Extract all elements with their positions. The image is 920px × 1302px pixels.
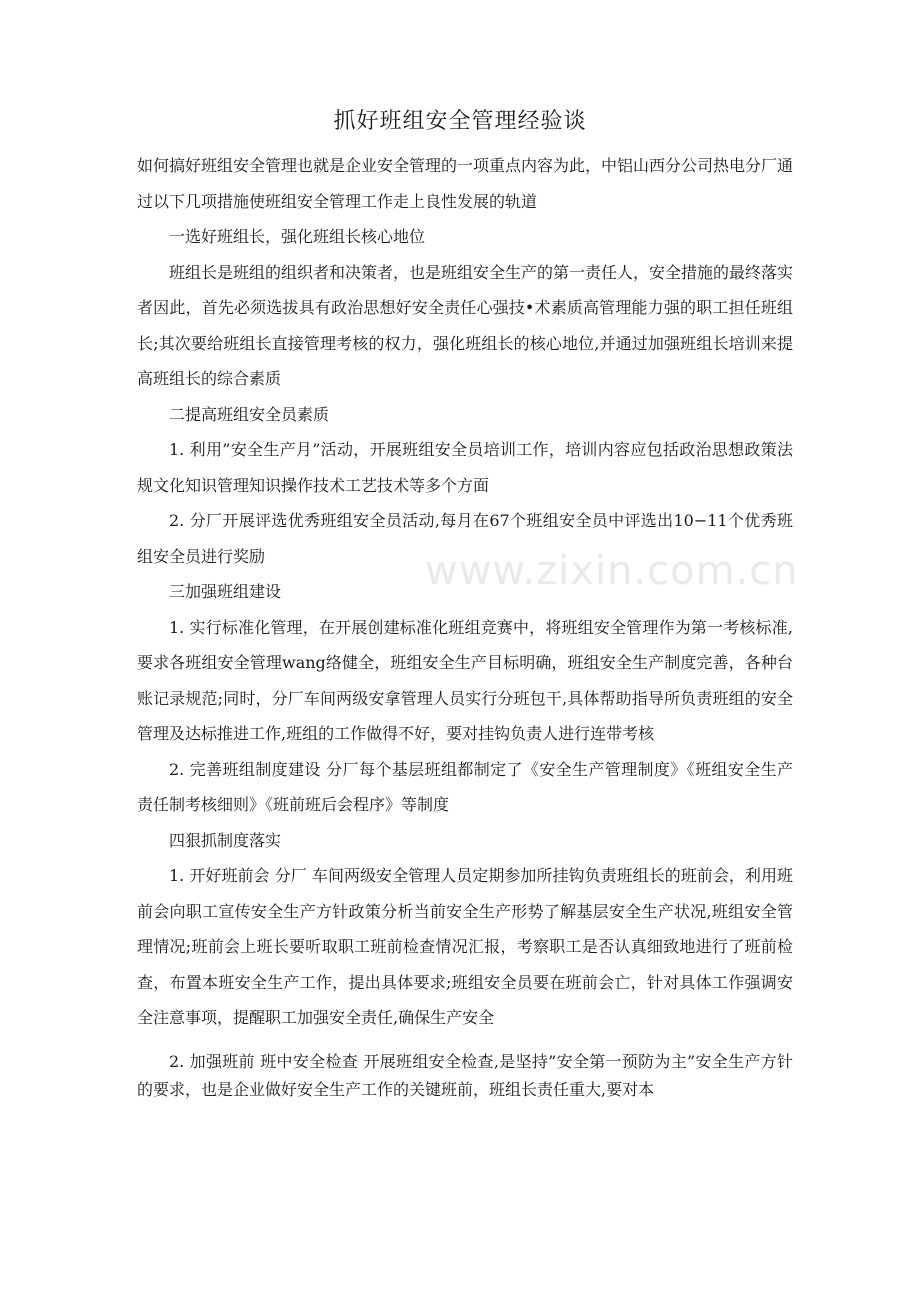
list-item-paragraph: 2. 完善班组制度建设 分厂每个基层班组都制定了《安全生产管理制度》《班组安全生产责任制考核细则》《班前班后会程序》等制度 [137, 759, 793, 814]
document-body [137, 148, 793, 1104]
watermark: www.zixin.com.cn [425, 548, 799, 594]
body-paragraph: 班组长是班组的组织者和决策者，也是班组安全生产的第一责任人，安全措施的最终落实者因此，首先必须选拔具有政治思想好安全责任心强技•术素质高管理能力强的职工担任班组长;其次要给班组长直接管理考核的权力，强化班组长的核心地位,并通过加强班组长培训来提高班组长的综合素质 [137, 262, 794, 388]
list-item-paragraph: 2. 加强班前 班中安全检查 开展班组安全检查,是坚持”安全第一预防为主”安全生产方针的要求，也是企业做好安全生产工作的关键班前，班组长责任重大,要对本 [137, 1051, 793, 1099]
list-item-paragraph: 1. 开好班前会 分厂 车间两级安全管理人员定期参加所挂钩负责班组长的班前会，利用班前会向职工宣传安全生产方针政策分析当前安全生产形势了解基层安全生产状况,班组安全管理情况;班前会上班长要听取职工班前检查情况汇报，考察职工是否认真细致地进行了班前检查，布置本班安全生产工作，提出具体要求;班组安全员要在班前会亡，针对具体工作强调安全注意事项，提醒职工加强安全责任,确保生产安全 [137, 866, 793, 1027]
intro-paragraph: 如何搞好班组安全管理也就是企业安全管理的一项重点内容为此，中铝山西分公司热电分厂通过以下几项措施使班组安全管理工作走上良性发展的轨道 [137, 156, 794, 211]
section-heading-1: 一选好班组长，强化班组长核心地位 [169, 227, 426, 246]
section-heading-4: 四狠抓制度落实 [169, 830, 282, 850]
list-item-paragraph: 1. 利用”安全生产月”活动，开展班组安全员培训工作，培训内容应包括政治思想政策法规文化知识管理知识操作技术工艺技术等多个方面 [137, 440, 793, 495]
list-item-paragraph: 2. 分厂开展评选优秀班组安全员活动,每月在67个班组安全员中评选出10−11个优秀班组安全员进行奖励 [137, 511, 793, 566]
section-heading-2: 二提高班组安全员素质 [169, 404, 330, 424]
document-title: 抓好班组安全管理经验谈 [333, 109, 587, 134]
list-item-paragraph: 1. 实行标准化管理，在开展创建标准化班组竞赛中，将班组安全管理作为第一考核标准,要求各班组安全管理wang络健全，班组安全生产目标明确，班组安全生产制度完善，各种台账记录规范;同时，分厂车间两级安拿管理人员实行分班包干,具体帮助指导所负责班组的安全管理及达标推进工作,班组的工作做得不好，要对挂钩负责人进行连带考核 [137, 617, 793, 743]
section-heading-3: 三加强班组建设 [169, 582, 282, 601]
